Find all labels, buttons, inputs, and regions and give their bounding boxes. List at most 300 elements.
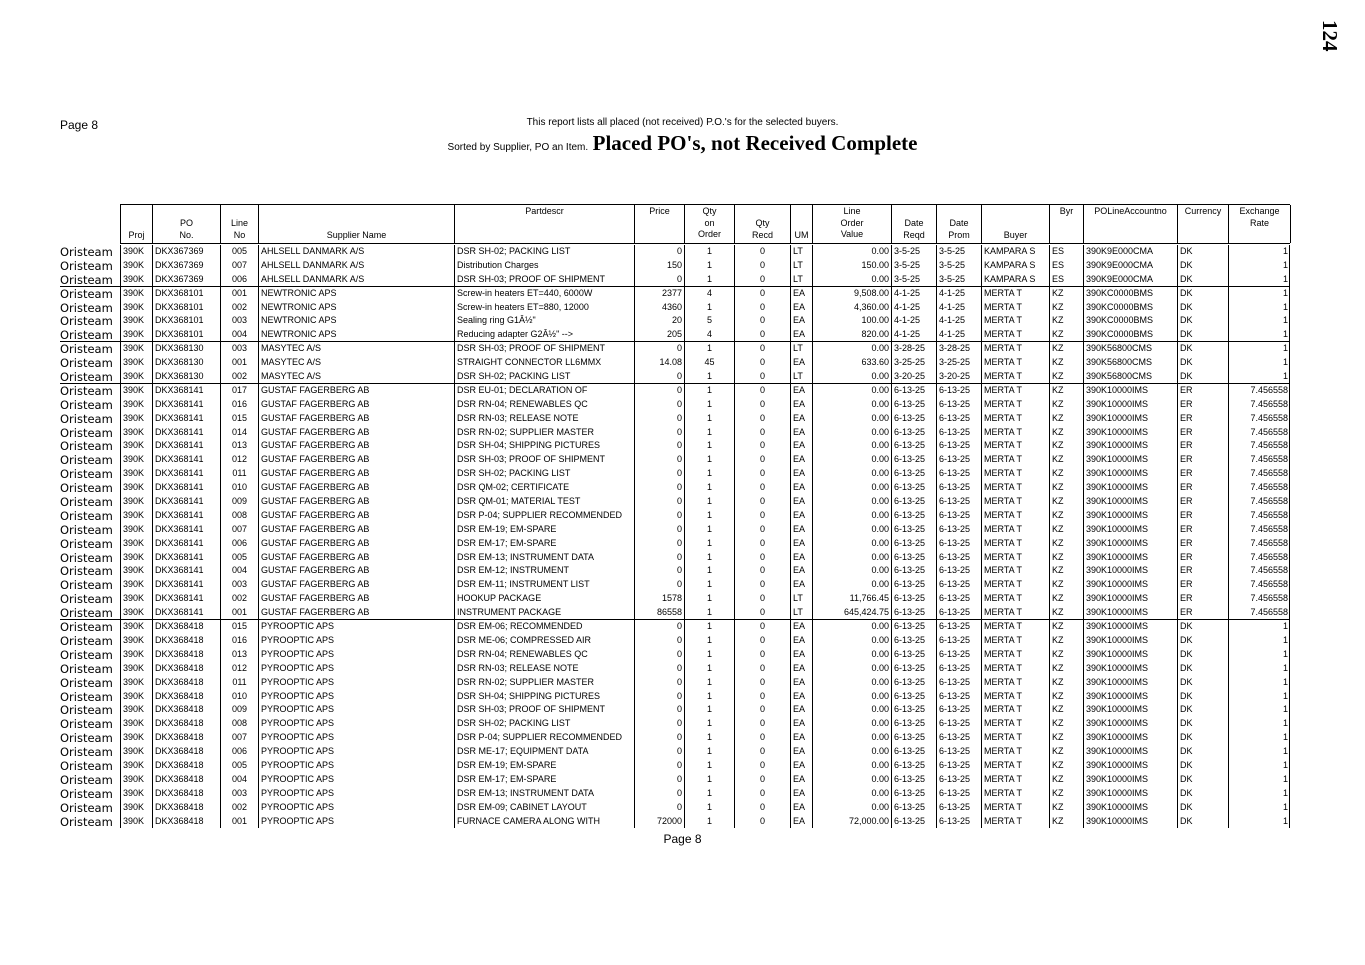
cell-exchange-rate: 1 [1228, 245, 1290, 259]
table-row [60, 578, 1290, 592]
cell-price: 0 [634, 564, 684, 578]
cell-proj: 390K [120, 662, 152, 676]
row-label: Oristeam [60, 689, 113, 704]
cell-date-reqd: 6-13-25 [891, 426, 936, 440]
cell-date-reqd: 6-13-25 [891, 564, 936, 578]
cell-qty-on-order: 1 [684, 245, 734, 259]
cell-po-no: DKX368141 [152, 592, 220, 606]
cell-partdescr: DSR SH-04; SHIPPING PICTURES [454, 439, 634, 453]
row-right-border [1289, 328, 1290, 342]
cell-um: LT [790, 592, 812, 606]
row-label: Oristeam [60, 647, 113, 662]
cell-currency: DK [1177, 731, 1228, 745]
cell-exchange-rate: 1 [1228, 287, 1290, 301]
row-label: Oristeam [60, 800, 113, 815]
row-label: Oristeam [60, 272, 113, 287]
cell-date-reqd: 6-13-25 [891, 509, 936, 523]
row-right-border [1289, 606, 1290, 620]
cell-po-no: DKX368101 [152, 301, 220, 315]
cell-partdescr: DSR RN-03; RELEASE NOTE [454, 412, 634, 426]
cell-price: 72000 [634, 815, 684, 829]
cell-po-no: DKX368418 [152, 801, 220, 815]
cell-polineaccountno: 390K10000IMS [1083, 773, 1177, 787]
cell-qty-recd: 0 [734, 509, 790, 523]
cell-price: 0 [634, 342, 684, 356]
cell-po-no: DKX368141 [152, 564, 220, 578]
col-proj: Proj [121, 205, 153, 243]
cell-date-prom: 4-1-25 [936, 328, 981, 342]
cell-currency: DK [1177, 815, 1228, 829]
cell-buyer: MERTA T [981, 537, 1049, 551]
row-right-border [1289, 384, 1290, 398]
cell-polineaccountno: 390K10000IMS [1083, 537, 1177, 551]
cell-date-prom: 6-13-25 [936, 439, 981, 453]
row-right-border [1289, 398, 1290, 412]
row-label: Oristeam [60, 592, 113, 607]
cell-partdescr: DSR SH-03; PROOF OF SHIPMENT [454, 703, 634, 717]
cell-qty-on-order: 1 [684, 592, 734, 606]
cell-qty-on-order: 1 [684, 801, 734, 815]
row-label: Oristeam [60, 633, 113, 648]
cell-qty-on-order: 45 [684, 356, 734, 370]
cell-proj: 390K [120, 412, 152, 426]
cell-um: LT [790, 245, 812, 259]
cell-date-reqd: 6-13-25 [891, 648, 936, 662]
cell-currency: ER [1177, 453, 1228, 467]
cell-proj: 390K [120, 703, 152, 717]
row-label: Oristeam [60, 383, 113, 398]
cell-date-reqd: 6-13-25 [891, 634, 936, 648]
cell-price: 0 [634, 703, 684, 717]
row-label: Oristeam [60, 522, 113, 537]
cell-po-no: DKX368101 [152, 328, 220, 342]
cell-qty-recd: 0 [734, 676, 790, 690]
cell-qty-on-order: 1 [684, 551, 734, 565]
row-right-border [1289, 314, 1290, 328]
cell-um: EA [790, 634, 812, 648]
cell-byr: KZ [1049, 759, 1083, 773]
cell-byr: KZ [1049, 606, 1083, 620]
table-row [60, 564, 1290, 578]
cell-byr: ES [1049, 273, 1083, 287]
cell-line-order-value: 633.60 [812, 356, 891, 370]
cell-proj: 390K [120, 801, 152, 815]
row-label: Oristeam [60, 328, 113, 343]
cell-po-no: DKX368418 [152, 634, 220, 648]
col-po-no: PO No. [153, 205, 221, 243]
cell-buyer: MERTA T [981, 453, 1049, 467]
cell-line-order-value: 0.00 [812, 467, 891, 481]
row-right-border [1289, 509, 1290, 523]
cell-price: 4360 [634, 301, 684, 315]
cell-polineaccountno: 390K10000IMS [1083, 509, 1177, 523]
cell-supplier-name: GUSTAF FAGERBERG AB [258, 439, 454, 453]
cell-exchange-rate: 1 [1228, 370, 1290, 384]
cell-date-prom: 6-13-25 [936, 523, 981, 537]
cell-line-no: 006 [220, 273, 258, 287]
cell-byr: KZ [1049, 412, 1083, 426]
cell-supplier-name: PYROOPTIC APS [258, 690, 454, 704]
cell-qty-recd: 0 [734, 662, 790, 676]
cell-exchange-rate: 7.456558 [1228, 606, 1290, 620]
cell-qty-recd: 0 [734, 690, 790, 704]
cell-qty-recd: 0 [734, 606, 790, 620]
cell-exchange-rate: 1 [1228, 634, 1290, 648]
cell-po-no: DKX368141 [152, 537, 220, 551]
cell-proj: 390K [120, 731, 152, 745]
row-right-border [1289, 690, 1290, 704]
cell-um: EA [790, 648, 812, 662]
cell-exchange-rate: 1 [1228, 759, 1290, 773]
cell-date-reqd: 6-13-25 [891, 787, 936, 801]
cell-um: EA [790, 495, 812, 509]
cell-qty-on-order: 1 [684, 787, 734, 801]
cell-um: EA [790, 356, 812, 370]
cell-partdescr: DSR EM-19; EM-SPARE [454, 523, 634, 537]
cell-buyer: MERTA T [981, 467, 1049, 481]
table-row [60, 370, 1290, 384]
cell-po-no: DKX368141 [152, 453, 220, 467]
cell-qty-on-order: 1 [684, 759, 734, 773]
cell-supplier-name: PYROOPTIC APS [258, 815, 454, 829]
cell-polineaccountno: 390K56800CMS [1083, 356, 1177, 370]
cell-partdescr: DSR P-04; SUPPLIER RECOMMENDED [454, 731, 634, 745]
row-label: Oristeam [60, 439, 113, 454]
cell-date-prom: 6-13-25 [936, 384, 981, 398]
cell-qty-on-order: 1 [684, 467, 734, 481]
cell-qty-on-order: 1 [684, 731, 734, 745]
table-row [60, 606, 1290, 620]
cell-qty-on-order: 1 [684, 606, 734, 620]
cell-qty-on-order: 1 [684, 564, 734, 578]
row-label: Oristeam [60, 342, 113, 357]
cell-partdescr: DSR QM-01; MATERIAL TEST [454, 495, 634, 509]
cell-byr: KZ [1049, 509, 1083, 523]
cell-qty-recd: 0 [734, 801, 790, 815]
cell-po-no: DKX368141 [152, 426, 220, 440]
cell-proj: 390K [120, 634, 152, 648]
cell-line-no: 016 [220, 398, 258, 412]
cell-date-reqd: 3-5-25 [891, 245, 936, 259]
cell-exchange-rate: 1 [1228, 259, 1290, 273]
cell-proj: 390K [120, 467, 152, 481]
cell-line-no: 006 [220, 745, 258, 759]
cell-qty-on-order: 1 [684, 301, 734, 315]
cell-qty-on-order: 1 [684, 717, 734, 731]
cell-um: EA [790, 398, 812, 412]
cell-po-no: DKX368130 [152, 370, 220, 384]
cell-buyer: MERTA T [981, 676, 1049, 690]
cell-buyer: MERTA T [981, 509, 1049, 523]
cell-byr: KZ [1049, 551, 1083, 565]
row-label: Oristeam [60, 453, 113, 468]
cell-um: EA [790, 467, 812, 481]
table-row [60, 676, 1290, 690]
table-row [60, 356, 1290, 370]
row-right-border [1289, 578, 1290, 592]
cell-exchange-rate: 1 [1228, 356, 1290, 370]
cell-po-no: DKX368101 [152, 314, 220, 328]
row-label: Oristeam [60, 536, 113, 551]
cell-date-reqd: 6-13-25 [891, 537, 936, 551]
table-row [60, 648, 1290, 662]
cell-qty-on-order: 4 [684, 328, 734, 342]
cell-qty-on-order: 1 [684, 537, 734, 551]
cell-line-order-value: 0.00 [812, 690, 891, 704]
row-label: Oristeam [60, 786, 113, 801]
cell-line-no: 002 [220, 592, 258, 606]
cell-polineaccountno: 390K10000IMS [1083, 690, 1177, 704]
row-label: Oristeam [60, 258, 113, 273]
cell-polineaccountno: 390K10000IMS [1083, 578, 1177, 592]
cell-um: EA [790, 773, 812, 787]
cell-buyer: MERTA T [981, 356, 1049, 370]
cell-qty-on-order: 1 [684, 495, 734, 509]
cell-byr: KZ [1049, 301, 1083, 315]
cell-qty-recd: 0 [734, 439, 790, 453]
cell-qty-on-order: 1 [684, 773, 734, 787]
cell-line-no: 003 [220, 787, 258, 801]
cell-um: EA [790, 620, 812, 634]
cell-supplier-name: PYROOPTIC APS [258, 759, 454, 773]
cell-byr: KZ [1049, 384, 1083, 398]
cell-currency: ER [1177, 551, 1228, 565]
cell-buyer: MERTA T [981, 551, 1049, 565]
cell-supplier-name: NEWTRONIC APS [258, 287, 454, 301]
cell-buyer: MERTA T [981, 426, 1049, 440]
cell-supplier-name: MASYTEC A/S [258, 370, 454, 384]
col-line-order-value: Line Order Value [813, 205, 892, 243]
cell-qty-recd: 0 [734, 467, 790, 481]
cell-line-order-value: 0.00 [812, 509, 891, 523]
cell-line-order-value: 0.00 [812, 537, 891, 551]
cell-exchange-rate: 1 [1228, 773, 1290, 787]
cell-exchange-rate: 7.456558 [1228, 467, 1290, 481]
cell-supplier-name: NEWTRONIC APS [258, 314, 454, 328]
cell-proj: 390K [120, 787, 152, 801]
cell-partdescr: DSR EM-11; INSTRUMENT LIST [454, 578, 634, 592]
cell-line-no: 015 [220, 412, 258, 426]
cell-currency: ER [1177, 412, 1228, 426]
row-label: Oristeam [60, 300, 113, 315]
cell-po-no: DKX368418 [152, 703, 220, 717]
cell-supplier-name: GUSTAF FAGERBERG AB [258, 551, 454, 565]
cell-byr: KZ [1049, 356, 1083, 370]
table-row [60, 398, 1290, 412]
cell-date-prom: 6-13-25 [936, 731, 981, 745]
cell-qty-recd: 0 [734, 759, 790, 773]
row-label: Oristeam [60, 745, 113, 760]
cell-line-order-value: 0.00 [812, 676, 891, 690]
cell-price: 0 [634, 745, 684, 759]
cell-buyer: MERTA T [981, 717, 1049, 731]
cell-currency: DK [1177, 634, 1228, 648]
cell-line-order-value: 645,424.75 [812, 606, 891, 620]
cell-byr: KZ [1049, 495, 1083, 509]
cell-qty-recd: 0 [734, 412, 790, 426]
col-um: UM [791, 205, 813, 243]
cell-supplier-name: NEWTRONIC APS [258, 301, 454, 315]
cell-line-no: 004 [220, 564, 258, 578]
cell-proj: 390K [120, 287, 152, 301]
cell-proj: 390K [120, 384, 152, 398]
cell-date-prom: 6-13-25 [936, 787, 981, 801]
cell-po-no: DKX368141 [152, 467, 220, 481]
cell-byr: KZ [1049, 314, 1083, 328]
cell-buyer: MERTA T [981, 759, 1049, 773]
cell-currency: DK [1177, 342, 1228, 356]
row-label: Oristeam [60, 481, 113, 496]
cell-po-no: DKX368141 [152, 481, 220, 495]
row-label: Oristeam [60, 397, 113, 412]
cell-byr: KZ [1049, 523, 1083, 537]
cell-buyer: MERTA T [981, 564, 1049, 578]
row-label: Oristeam [60, 467, 113, 482]
cell-partdescr: DSR SH-02; PACKING LIST [454, 245, 634, 259]
cell-date-prom: 4-1-25 [936, 287, 981, 301]
cell-um: EA [790, 481, 812, 495]
cell-proj: 390K [120, 273, 152, 287]
cell-um: EA [790, 537, 812, 551]
cell-proj: 390K [120, 537, 152, 551]
cell-qty-recd: 0 [734, 287, 790, 301]
cell-line-no: 001 [220, 356, 258, 370]
table-row [60, 439, 1290, 453]
cell-line-no: 009 [220, 495, 258, 509]
cell-partdescr: DSR EM-19; EM-SPARE [454, 759, 634, 773]
cell-po-no: DKX367369 [152, 259, 220, 273]
cell-line-no: 001 [220, 287, 258, 301]
cell-supplier-name: PYROOPTIC APS [258, 662, 454, 676]
table-row [60, 619, 1290, 634]
cell-date-reqd: 6-13-25 [891, 620, 936, 634]
cell-byr: KZ [1049, 815, 1083, 829]
cell-price: 0 [634, 370, 684, 384]
cell-proj: 390K [120, 426, 152, 440]
row-right-border [1289, 537, 1290, 551]
cell-line-order-value: 0.00 [812, 426, 891, 440]
cell-line-order-value: 0.00 [812, 662, 891, 676]
cell-line-order-value: 0.00 [812, 717, 891, 731]
cell-buyer: MERTA T [981, 314, 1049, 328]
cell-line-no: 007 [220, 731, 258, 745]
cell-exchange-rate: 1 [1228, 342, 1290, 356]
cell-um: EA [790, 551, 812, 565]
cell-qty-on-order: 5 [684, 314, 734, 328]
cell-date-reqd: 6-13-25 [891, 703, 936, 717]
cell-buyer: MERTA T [981, 481, 1049, 495]
cell-line-order-value: 72,000.00 [812, 815, 891, 829]
row-right-border [1289, 551, 1290, 565]
cell-exchange-rate: 1 [1228, 703, 1290, 717]
cell-date-reqd: 4-1-25 [891, 328, 936, 342]
table-row [60, 341, 1290, 356]
row-label: Oristeam [60, 370, 113, 385]
cell-po-no: DKX368141 [152, 578, 220, 592]
cell-um: EA [790, 328, 812, 342]
cell-buyer: MERTA T [981, 620, 1049, 634]
cell-qty-recd: 0 [734, 370, 790, 384]
cell-qty-on-order: 1 [684, 384, 734, 398]
cell-line-order-value: 0.00 [812, 731, 891, 745]
cell-line-no: 012 [220, 453, 258, 467]
cell-po-no: DKX368141 [152, 509, 220, 523]
cell-polineaccountno: 390K10000IMS [1083, 606, 1177, 620]
cell-po-no: DKX367369 [152, 245, 220, 259]
cell-proj: 390K [120, 356, 152, 370]
cell-currency: DK [1177, 717, 1228, 731]
cell-exchange-rate: 1 [1228, 273, 1290, 287]
cell-price: 0 [634, 412, 684, 426]
cell-date-reqd: 6-13-25 [891, 801, 936, 815]
table-row [60, 703, 1290, 717]
table-row [60, 495, 1290, 509]
cell-proj: 390K [120, 620, 152, 634]
row-label: Oristeam [60, 314, 113, 329]
cell-supplier-name: GUSTAF FAGERBERG AB [258, 578, 454, 592]
cell-currency: ER [1177, 564, 1228, 578]
cell-exchange-rate: 1 [1228, 648, 1290, 662]
cell-qty-on-order: 1 [684, 273, 734, 287]
cell-qty-on-order: 1 [684, 648, 734, 662]
cell-byr: KZ [1049, 328, 1083, 342]
table-row [60, 453, 1290, 467]
cell-date-reqd: 4-1-25 [891, 314, 936, 328]
table-row [60, 412, 1290, 426]
cell-line-order-value: 0.00 [812, 523, 891, 537]
table-row [60, 787, 1290, 801]
cell-um: EA [790, 731, 812, 745]
cell-partdescr: DSR SH-03; PROOF OF SHIPMENT [454, 342, 634, 356]
cell-buyer: MERTA T [981, 773, 1049, 787]
row-right-border [1289, 245, 1290, 259]
cell-supplier-name: GUSTAF FAGERBERG AB [258, 564, 454, 578]
cell-po-no: DKX368141 [152, 439, 220, 453]
cell-exchange-rate: 1 [1228, 328, 1290, 342]
cell-polineaccountno: 390K10000IMS [1083, 592, 1177, 606]
cell-qty-recd: 0 [734, 495, 790, 509]
cell-line-order-value: 0.00 [812, 801, 891, 815]
cell-po-no: DKX368418 [152, 759, 220, 773]
cell-um: EA [790, 703, 812, 717]
cell-polineaccountno: 390K56800CMS [1083, 342, 1177, 356]
cell-date-reqd: 6-13-25 [891, 481, 936, 495]
cell-line-order-value: 0.00 [812, 370, 891, 384]
cell-buyer: MERTA T [981, 370, 1049, 384]
cell-line-order-value: 0.00 [812, 648, 891, 662]
cell-price: 0 [634, 537, 684, 551]
cell-date-reqd: 6-13-25 [891, 578, 936, 592]
cell-um: EA [790, 426, 812, 440]
cell-um: EA [790, 717, 812, 731]
cell-partdescr: DSR EM-06; RECOMMENDED [454, 620, 634, 634]
cell-supplier-name: PYROOPTIC APS [258, 703, 454, 717]
cell-line-order-value: 9,508.00 [812, 287, 891, 301]
cell-date-prom: 6-13-25 [936, 815, 981, 829]
table-row [60, 537, 1290, 551]
cell-partdescr: DSR SH-04; SHIPPING PICTURES [454, 690, 634, 704]
cell-polineaccountno: 390K10000IMS [1083, 745, 1177, 759]
cell-price: 0 [634, 717, 684, 731]
row-label: Oristeam [60, 411, 113, 426]
cell-currency: DK [1177, 245, 1228, 259]
col-qty-on-order: Qty on Order [685, 205, 735, 243]
cell-byr: KZ [1049, 717, 1083, 731]
cell-byr: KZ [1049, 731, 1083, 745]
cell-currency: ER [1177, 467, 1228, 481]
cell-qty-recd: 0 [734, 648, 790, 662]
cell-um: EA [790, 564, 812, 578]
